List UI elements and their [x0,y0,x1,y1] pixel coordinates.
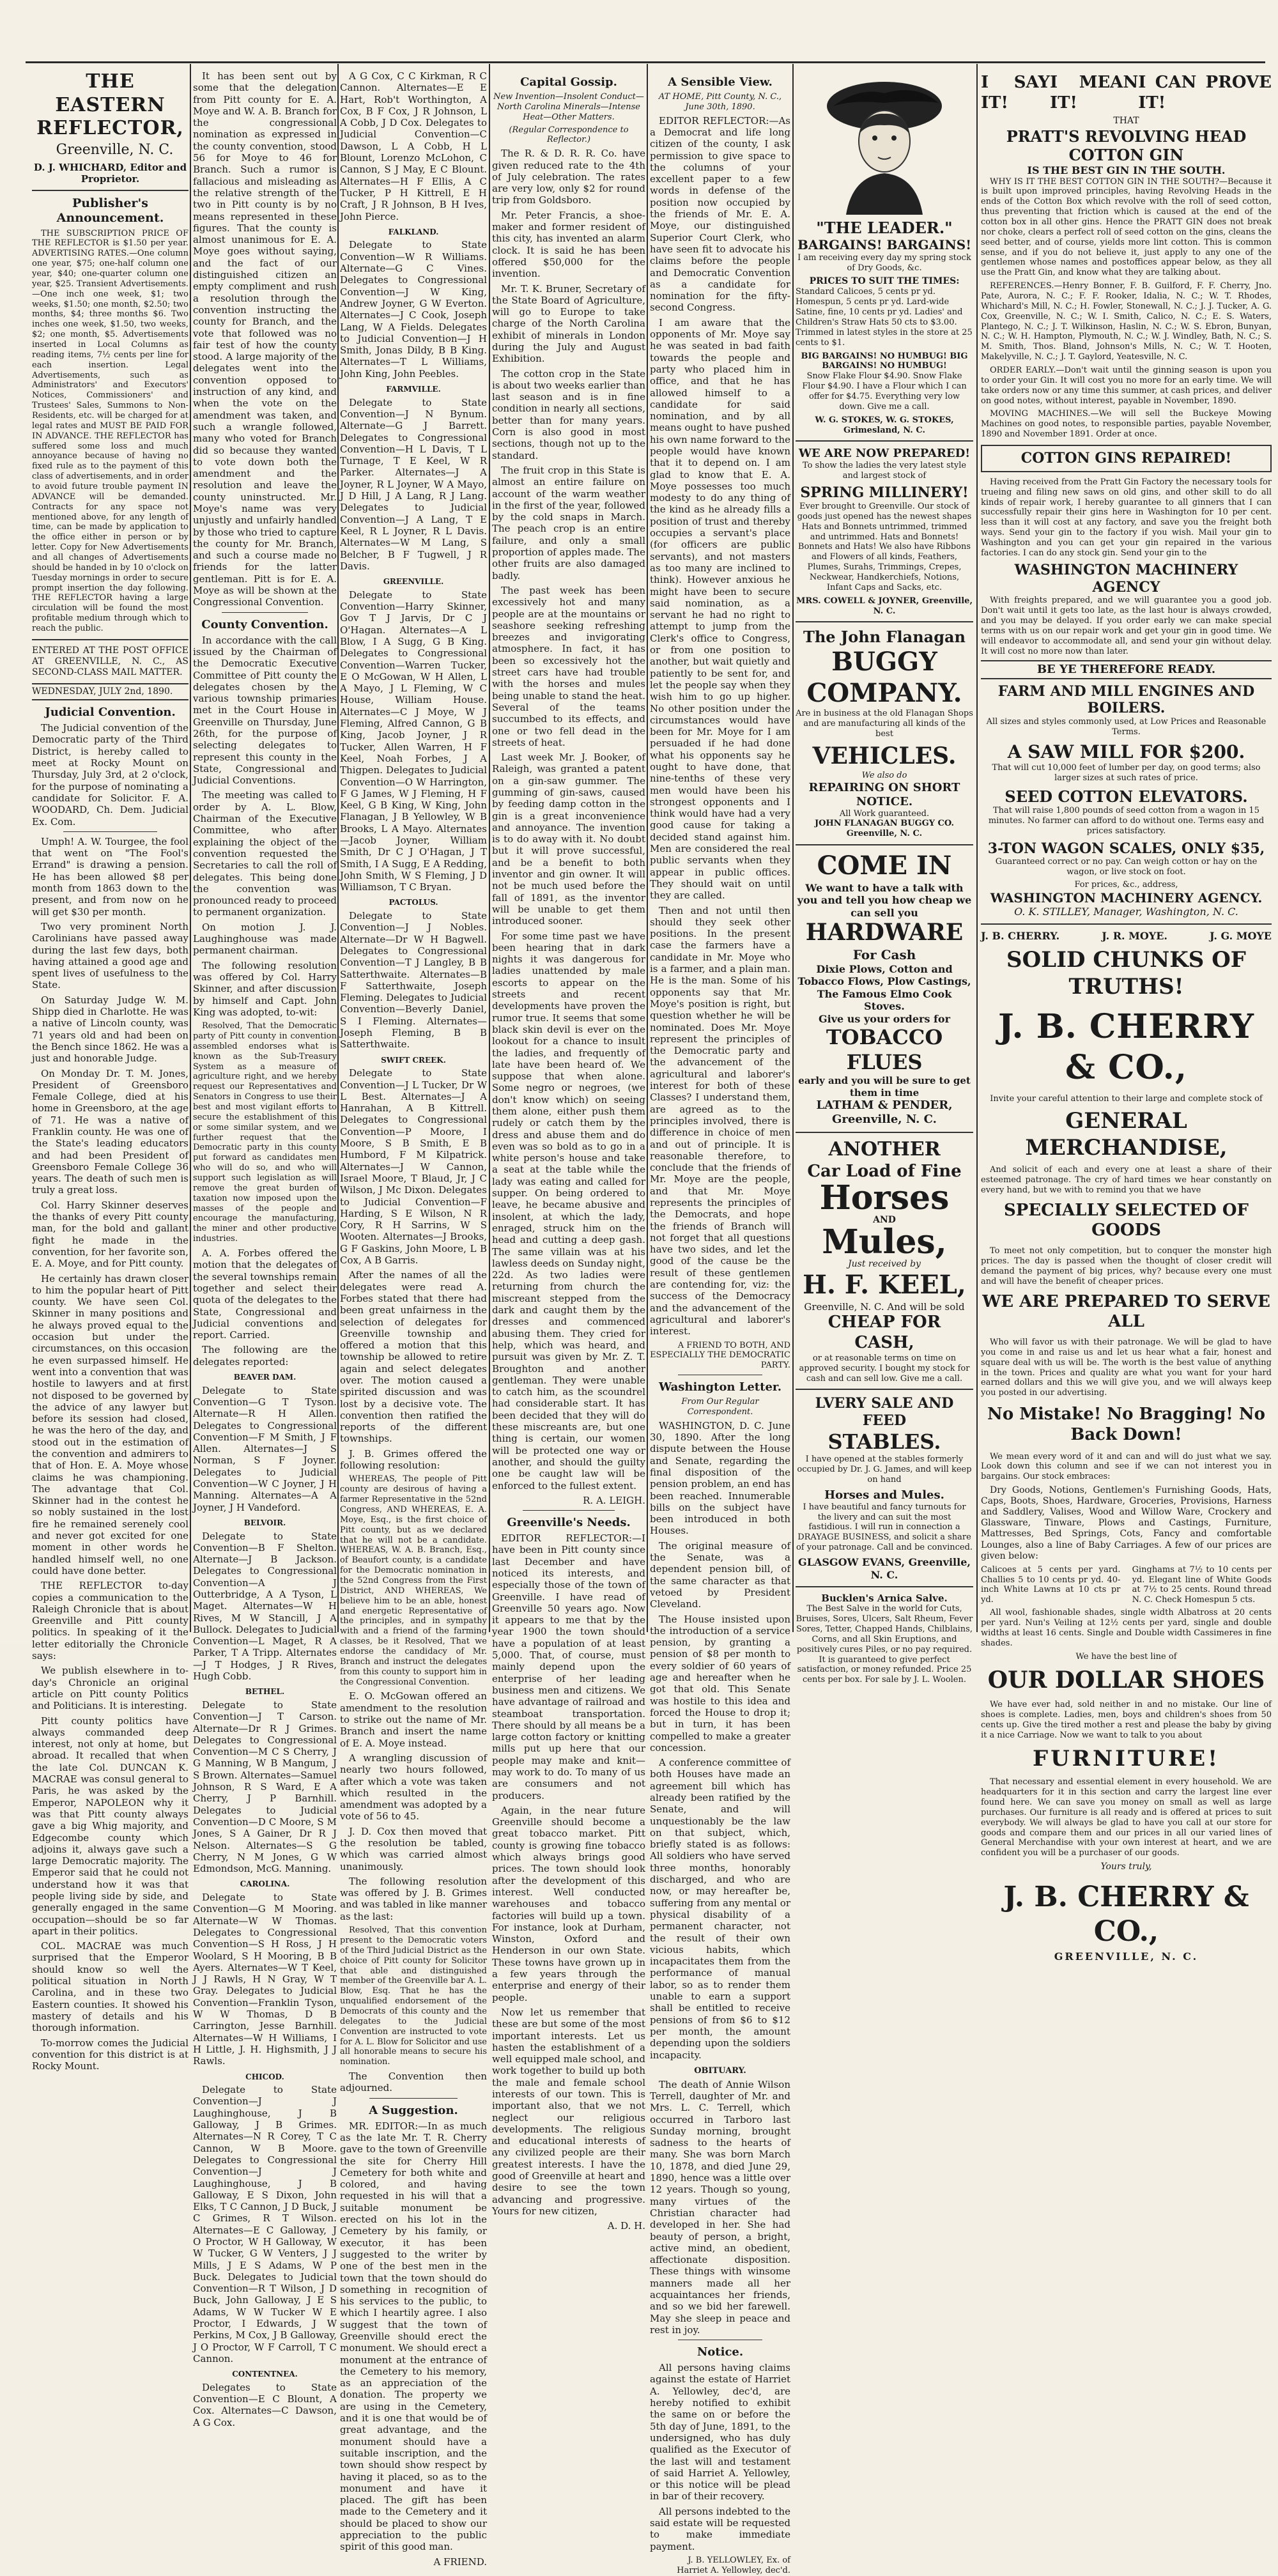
ad-text: Standard Calicoes, 5 cents pr yd. Homespun, 5 cents pr yd. Lard-wide Satine, fine, 10 cents pr yd. Ladies' and Children's Straw Hats 50 cts to $3.00. Trimmed in latest styles in the store at 25 cents to $1. [796,287,973,348]
ad-text: Are in business at the old Flanagan Shops and are manufacturing all kinds of the best [796,709,973,739]
ad-heading: STABLES. [828,1430,941,1454]
ad-text: To meet not only competition, but to conquer the monster high prices. The day is passed when the thought of closer credit will demand the payment of big prices, why? because every one must and will have the benefit of cheaper prices. [981,1246,1272,1286]
ad-heading: WE ARE NOW PREPARED! [798,447,971,461]
article-paragraph: The following resolution was offered by Col. Harry Skinner, and after discussion by himself and Capt. John King was adopted, to-wit: [193,959,337,1018]
obituary-heading: OBITUARY. [694,2065,746,2076]
partner-names [981,930,1272,943]
article-paragraph: The original measure of the Senate, was a dependent pension bill, of the same character as that vetoed by President Cleveland. [650,1539,790,1610]
elevators-heading: SEED COTTON ELEVATORS. [1005,787,1248,806]
partner-name: J. G. MOYE [1210,929,1272,942]
article-paragraph: The fruit crop in this State is almost an entire failure on account of the warm weather in the first of the year, followed by the cold snaps in March. The peach crop is an entire failure, and only a small proportion of apples made. The other fruits are also damaged badly. [492,464,645,582]
ad-text: To show the ladies the very latest style and largest stock of [802,461,967,481]
ad-text: Yours truly, [1100,1862,1152,1872]
ad-heading: ANOTHER [828,1138,941,1161]
signature: A. D. H. [607,2220,645,2232]
township-heading: CAROLINA. [240,1879,290,1889]
township-heading: GREENVILLE. [383,577,444,587]
capital-gossip-heading: Capital Gossip. [520,75,617,89]
ad-text: Having received from the Pratt Gin Factory the necessary tools for trueing and filing new saws on old gins, and other skill to do all kinds of repair work, I hereby guarantee to all ginners that I can successfully repair their gins here in Washington for 10 per cent. less than it will cost at any factory, and save you the freight both ways. Send your gin to the factory if you wish. Mail your gin to Washington and you can get your gin repaired in the various factories. I can do any stock gin. Send your gin to the [981,477,1272,558]
township-list: Delegate to State Convention—W R Williams. Alternate—G C Vines. Delegates to Congressional Convention—J W King, Andrew Joyner, G W Everton. Alternates—J C Cook, Joseph Lang, W A Fields. Delegates to Judicial Convention—J H Smith, Jonas Dildy, B B King. Alternates—T L Williams, John King, John Peebles. [340,239,487,380]
publisher-body: THE SUBSCRIPTION PRICE OF THE REFLECTOR is $1.50 per year. ADVERTISING RATES.—One column one year, $75; one-half column one year, $40; one-quarter column one year, $25. Transient Advertisements.—One inch one week, $1; two weeks, $1.50; one month, $2.50; two months, $4; three months $6. Two inches one week, $1.50, two weeks, $2; one month, $5. Advertisements inserted in Local Columns as reading items, 7½ cents per line for each insertion. Legal Advertisements, such as Administrators' and Executors' Notices, Commissioners' and Trustees' Sales, Summons to Non-Residents, etc. will be charged for at legal rates and MUST BE PAID FOR IN ADVANCE. THE REFLECTOR has suffered some loss and much annoyance because of having no fixed rule as to the payment of this class of advertisements, and in order to avoid future trouble payment IN ADVANCE will be demanded. Contracts for any space not mentioned above, for any length of time, can be made by application to the office either in person or by letter. Copy for New Advertisements and all changes of Advertisements should be handed in by 10 o'clock on Tuesday mornings in order to secure prompt insertion the day following. THE REFLECTOR having a large circulation will be found the most profitable medium through which to reach the public. [32,228,189,634]
publisher-heading: Publisher's Announcement. [56,196,164,226]
article-paragraph: Umph! A. W. Tourgee, the fool that went on "The Fool's Errand" is drawing a pension. He has been allowed $8 per month from 1863 down to the present, and from now on he will get $30 per month. [32,835,189,918]
ad-heading: For Cash [852,947,916,963]
ad-text: REFERENCES.—Henry Bonner, F. B. Guilford, F. F. Cherry, Jno. Pate, Aurora, N. C.; F. F. Rooker, Idalia, N. C.; W. T. Rhodes, Whichard's Mill, N. C.; H. Fowler, Stonewall, N. C.; J. J. Tucker, A. G. Cox, Greenville, N. C.; W. I. Smith, Calico, N. C.; E. S. Waters, Plantego, N. C.; J. T. Wilkinson, Haslin, N. C.; W. S. Ebron, Bunyan, N. C.; W. H. Hampton, Plymouth, N. C.; W. J. Windley, Bath, N. C.; S. M. Smith, Thos. Bland, Johnson's Mills, N. C.; W. T. Hooten, Makelyville, N. C.; J. T. Gaylord, Yeatesville, N. C. [981,281,1272,362]
divider [63,831,157,832]
ad-text: I have beautiful and fancy turnouts for the livery and can suit the most fastidious. I will run in connection a DRAYAGE BUSINESS, and solicit a share of your patronage. Call and be convinced. [796,1502,973,1553]
column-6-ads [796,70,973,1685]
township-heading: SWIFT CREEK. [381,1055,446,1065]
masthead-place: Greenville, N. C. [56,141,174,158]
bargains-heading: BARGAINS! BARGAINS! [797,237,971,253]
chunks-heading: SOLID CHUNKS OF TRUTHS! [1006,947,1246,999]
ad-heading: Horses and Mules. [824,1488,944,1502]
article-paragraph: On motion J. J. Laughinghouse was made permanent chairman. [193,921,337,957]
ad-heading: VEHICLES. [812,742,957,769]
ad-text: PRICES TO SUIT THE TIMES: [809,276,960,287]
ad-heading: The John Flanagan [803,628,966,647]
ad-text: I am receiving every day my spring stock of Dry Goods, &c. [797,252,971,273]
column-rule [489,64,490,1632]
engines-heading: FARM AND MILL ENGINES AND BOILERS. [997,683,1255,717]
suggestion-heading: A Suggestion. [369,2103,458,2117]
township-list: Delegate to State Convention—J L Tucker, Dr W L Best. Alternates—J A Hanrahan, A B Kittrell. Delegates to Congressional Convention—P Moore, I Moore, S B Smith, E B Humbord, F M Kilpatrick. Alternates—J W Cannon, Israel Moore, T Blaud, Jr, J C Wilson, J Mc Dixon. Delegates to Judicial Convention—F Harding, S E Wilson, N R Cory, R H Sarrins, W S Wooten. Alternates—J Brooks, G F Gaskins, John Moore, L B Cox, A B Garris. [340,1067,487,1267]
ready-banner: BE YE THEREFORE READY. [981,660,1272,679]
ad-text: The Best Salve in the world for Cuts, Bruises, Sores, Ulcers, Salt Rheum, Fever Sores, Tetter, Chapped Hands, Chilblains, Corns, and all Skin Eruptions, and positively cures Piles, or no pay required. It is guaranteed to give perfect satisfaction, or money refunded. Price 25 cents per box. For sale by J. L. Woolen. [796,1604,973,1685]
article-paragraph: Mr. T. K. Bruner, Secretary of the State Board of Agriculture, will go to Europe to take charge of the North Carolina exhibit of minerals in London during the July and August Exhibition. [492,282,645,365]
article-paragraph: Resolved, That this convention present to the Democratic voters of the Third Judicial District as the choice of Pitt county for Solicitor that able and distinguished member of the Greenville bar A. L. Blow, Esq. That he has the unqualified endorsement of the Democrats of this county and the delegates to the Judicial Convention are instructed to vote for A. L. Blow for Solicitor and use all honorable means to secure his nomination. [340,1925,487,2067]
ad-text: All Work guaranteed. [839,808,930,819]
subheading: From Our Regular Correspondent. [681,1397,759,1417]
ad-signature: W. G. STOKES, W. G. STOKES, Grimesland, N. C. [815,415,954,435]
banner-prove: I CAN PROVE IT! [1138,73,1272,112]
divider [222,612,308,613]
prepared-heading: WE ARE PREPARED TO SERVE ALL [982,1292,1270,1332]
article-paragraph: On Saturday Judge W. M. Shipp died in Charlotte. He was a native of Lincoln county, was 71 years old and had been on the Bench since 1862. He was a just and honorable Judge. [32,994,189,1065]
ad-heading: REPAIRING ON SHORT NOTICE. [808,780,960,808]
ad-text: Give us your orders for [818,1012,951,1025]
article-paragraph: The past week has been excessively hot and many people are at the mountains or seashore seeking refreshing breezes and invigorating atmosphere. In fact, it has been so excessively hot the street cars have had trouble with the horses and mules being unable to stand the heat. Several of the teams succumbed to its effects, and one or two fell dead in the streets of heat. [492,584,645,748]
masthead-editor: D. J. WHICHARD, Editor and Proprietor. [33,161,187,185]
article-paragraph: The Judicial convention of the Democratic party of the Third District, is hereby called to meet at Rocky Mount on Thursday, July 3rd, at 2 o'clock, for the purpose of nominating a candidate for Solicitor. F. A. WOODARD, Ch. Dem. Judicial Ex. Com. [32,722,189,828]
divider [32,639,189,640]
column-rule [792,64,794,1632]
washington-letter-heading: Washington Letter. [658,1380,781,1394]
ad-text: All wool, fashionable shades, single width Albatross at 20 cents per yard. Nun's Veiling at 12½ cents per yard, single and double widths at least 16 cents. Single and Double width Cassimeres in fine shades. [981,1608,1272,1648]
ad-text: AND [873,1215,896,1226]
sawmill-heading: A SAW MILL FOR $200. [1007,741,1245,762]
ad-text: With freights prepared, and we will guarantee you a good job. Don't wait until it gets too late, as the last hour is always crowded, and you may be delayed. If you order early we can make special terms with us on our repair work and get your gin in good time. We will endeavor to accommodate all, and send your gin without delay. It will cost no more now than later. [981,596,1272,656]
article-paragraph: J. B. Grimes offered the following resolution: [340,1447,487,1472]
divider [796,621,973,622]
masthead-title: THE EASTERN REFLECTOR, [36,70,184,140]
signature: A FRIEND TO BOTH, AND ESPECIALLY THE DEMOCRATIC PARTY. [650,1340,790,1371]
ad-heading: LVERY SALE AND FEED [815,1395,954,1430]
article-paragraph: Now let us remember that these are but some of the most important interests. Let us hasten the establishment of a well equipped male school, and work together to build up both the male and female school interests of our town. This is important also, that we not neglect our religious developments. The religious and educational interests of any civilized people are their greatest interests. I have the good of Greenville at heart and desire to see the town advancing and progressive. Yours for new citizen, [492,2006,645,2217]
ad-text: Invite your careful attention to their large and complete stock of [990,1094,1263,1104]
ad-text: I have opened at the stables formerly occupied by Dr. J. G. James, and will keep on hand [797,1454,972,1485]
no-mistake-heading: No Mistake! No Bragging! No Back Down! [987,1405,1265,1444]
price-list-left: Calicoes at 5 cents per yard. Challies 5 to 10 cents pr yd. 40-inch White Lawns at 10 cts pr yd. [981,1564,1121,1605]
article-paragraph: The death of Annie Wilson Terrell, daughter of Mr. and Mrs. L. C. Terrell, which occurred in Tarboro last Sunday morning, brought sadness to the hearts of many. She was born March 10, 1878, and died June 29, 1890, hence was a little over 12 years. Though so young, many virtues of the Christian character had developed in her. She had beauty of person, a bright, active mind, an obedient, affectionate disposition. These things with winsome manners made all her acquaintances her friends, and so we bid her farewell. May she sleep in peace and rest in joy. [650,2078,790,2336]
ad-text: IS THE BEST GIN IN THE SOUTH. [1027,164,1226,177]
column-rule [337,64,339,1632]
ad-text: And solicit of each and every one at least a share of their esteemed patronage. The cry of hard times we hear constantly on every hand, but we with to remind you that we have [981,1165,1272,1195]
divider [523,1510,615,1511]
ad-signature: JOHN FLANAGAN BUGGY CO. Greenville, N. C. [815,819,954,839]
article-paragraph: He certainly has drawn closer to him the popular heart of Pitt county. We have seen Col. Skinner in many positions and he always proved equal to the occasion but under the circumstances, on this occasion he even surpassed himself. He went into a convention that was hostile to lawyers and at first not disposed to be governed by the advice of any lawyer but before its session had closed, he was the hero of the day, and stood out in the estimation of the convention and admirers to that of Hon. E. A. Moye whose claims he was championing. The advantage that Col. Skinner had in the contest he so nobly sustained in the lost fire he remained serenely cool and never got excited for one moment in other words he handled himself well, no one could have done better. [32,1272,189,1577]
ad-text: BIG BARGAINS! NO HUMBUG! BIG BARGAINS! NO HUMBUG! [801,351,968,371]
cherry-heading: J. B. CHERRY & CO., [997,1007,1255,1087]
specially-heading: SPECIALLY SELECTED OF GOODS [1004,1200,1249,1240]
ad-text: That will raise 1,800 pounds of seed cotton from a wagon in 15 minutes. No farmer can afford to do without one. Terms easy and prices satisfactory. [988,806,1265,836]
article-paragraph: J. D. Cox then moved that the resolution be tabled, which was carried almost unanimously. [340,1825,487,1872]
ad-heading: Horses [819,1178,950,1218]
article-paragraph: MR. EDITOR:—In as much as the late Mr. T. R. Cherry gave to the town of Greenville the site for Cherry Hill Cemetery for both white and colored, and having requested in his will that a suitable monument be erected on his lot in the Cemetery by his family, or executor, it has been suggested to the writer by one of the best men in the town that the town should do something in recognition of his services to the public, to which I heartily agree. I also suggest that the town of Greenville should erect the monument. We should erect a monument at the entrance of the Cemetery to his memory, as an appreciation of the donation. The property we are using in the Cemetery, and it is one that would be of great advantage, and the monument should have a suitable inscription, and the town should show respect by having it placed, so as to the monument and have it placed. The gift has been made to the Cemetery and it should be placed to show our appreciation to the public spirit of this good man. [340,2120,487,2553]
ad-text: Dry Goods, Notions, Gentlemen's Furnishing Goods, Hats, Caps, Boots, Shoes, Hardware, Groceries, Provisions, Harness and Saddlery, Valises, Wood and Willow Ware, Crockery and Glassware, Tinware, Plows and Castings, Furniture, Mattresses, Bed Springs, Cots, Fancy and comfortable Lounges, also a line of Baby Carriages. A few of our prices are given below: [981,1485,1272,1561]
subheading: AT HOME, Pitt County, N. C., June 30th, 1890. [658,91,782,112]
merchandise-heading: GENERAL MERCHANDISE, [1025,1108,1228,1161]
article-paragraph: A. A. Forbes offered the motion that the delegates of the several townships remain together and select their quota of the delegates to the State, Congressional and Judicial conventions and report. Carried. [193,1247,337,1341]
article-paragraph: In accordance with the call issued by the Chairman of the Democratic Executive Committee of Pitt county the delegates chosen by the various township primaries met in the Court House in Greenville on Thursday, June 26th, for the purpose of selecting delegates to represent this county in the State, Congressional and Judicial Conventions. [193,634,337,787]
article-paragraph: Pitt county politics have always commanded deep interest, not only at home, but abroad. It recalled that when the late Col. DUNCAN K. MACRAE was consul general to Paris, he was asked by the Emperor, NAPOLEON why it was that Pitt county always gave a big Whig majority, and Edgecombe county which adjoins it, always gave such a large Democratic majority. The Emperor said that he could not understand how it was that people living side by side, and generally engaged in the same occupation—should be so far apart in their politics. [32,1715,189,1937]
divider [796,440,973,442]
partner-name: J. R. MOYE. [1102,929,1167,942]
article-paragraph: The meeting was called to order by A. L. Blow, Chairman of the Executive Committee, who after explaining the object of the convention requested the Secretaries to call the roll of delegates. This being done the convention was pronounced ready to proceed to permanent organization. [193,789,337,918]
signature: A FRIEND. [433,2556,487,2568]
ad-text: Just received by [848,1259,921,1270]
column-rule [647,64,648,1632]
ad-heading: SPRING MILLINERY! [800,484,969,502]
township-heading: BEAVER DAM. [233,1372,296,1382]
column-3 [340,70,487,2568]
dollar-shoes-heading: OUR DOLLAR SHOES [987,1667,1265,1694]
ad-heading: H. F. KEEL, [803,1270,966,1300]
banner-say: I SAY IT! [981,73,1050,112]
article-paragraph: A wrangling discussion of nearly two hours followed, after which a vote was taken which resulted in the amendment was adopted by a vote of 56 to 45. [340,1752,487,1823]
article-paragraph: EDITOR REFLECTOR:—I have been in Pitt county since last December and have noticed its interests, and especially those of the town of Greenville. I have read of Greenville 50 years ago. Now it appears to me that by the year 1900 the town should have a population of at least 5,000. That, of course, must mainly depend upon the enterprise of her leading business men and citizens. We have advantage of railroad and steamboat transportation. There should by all means be a large cotton factory or knitting mills put up here that our people may make and knit—may work to do. To many of us are consumers and not producers. [492,1532,645,1801]
ad-heading: CHEAP FOR CASH, [828,1313,941,1353]
ad-text: Dixie Plows, Cotton and Tobacco Flows, Plow Castings, The Famous Elmo Cook Stoves. [797,962,971,1013]
ad-heading: BUGGY COMPANY. [806,646,962,708]
judicial-heading: Judicial Convention. [45,706,176,720]
sensible-view-heading: A Sensible View. [668,75,773,89]
ad-text: MOVING MACHINES.—We will sell the Buckeye Mowing Machines on good notes, to responsible parties, payable November, 1890 and November 1891. Order at once. [981,409,1272,440]
article-paragraph: The House insisted upon the introduction of a service pension, by granting a pension of $8 per month to every soldier of 60 years of age and hereafter when he got that old. This Senate was hostile to this idea and forced the House to drop it; but in turn, it has been compelled to make a greater concession. [650,1613,790,1754]
divider [796,1132,973,1133]
township-list: Delegates to State Convention—E C Blount, A Cox. Alternates—C Dawson, A G Cox. [193,2381,337,2428]
township-heading: PACTOLUS. [389,898,438,907]
ad-text: Ever brought to Greenville. Our stock of goods just opened has the newest shapes Hats and Bonnets untrimmed, trimmed and untrimmed. Hats and Bonnets! Bonnets and Hats! We also have Ribbons and Flowers of all kinds, Feathers, Plumes, Surahs, Trimmings, Crepes, Neckwear, Handkerchiefs, Notions, Infant Caps and Sacks, etc. [797,501,972,592]
divider [369,2098,458,2099]
article-paragraph: Last week Mr. J. Booker, of Raleigh, was granted a patent on a gin-saw gummer. The gumming of gin-saws, caused by feeding damp cotton in the gin is a great inconvenience and annoyance. The invention is to do away with it. No doubt but it will prove successful, and be a benefit to both inventor and gin owner. It will not be much used before the fall of 1891, as the inventor will be unable to get them introduced sooner. [492,752,645,927]
article-paragraph: Resolved, That the Democratic party of Pitt county in convention assembled endorses what is known as the Sub-Treasury System as a measure of agriculture right, and we hereby request our Representatives and Senators in Congress to use their best and most vigilant efforts to secure the establishment of this or some similar system, and we further request that the Democratic party in this county put forward as candidates men who will do so, and who will support such legislation as will remove the great burden of taxation now imposed upon the masses of the people and encourage the manufacturing, the miner and other productive industries. [193,1021,337,1244]
ad-heading: Mules, [822,1222,947,1262]
signature: R. A. LEIGH. [583,1494,645,1506]
ad-text: THAT [1113,116,1139,127]
article-paragraph: Mr. Peter Francis, a shoe-maker and former resident of this city, has invented an alarm clock. It is said he has been offered $50,000 for the invention. [492,209,645,280]
signature: J. B. YELLOWLEY, Ex. of Harriet A. Yellowley, dec'd. [677,2555,790,2575]
woman-portrait-illustration [820,74,948,215]
agency-heading: WASHINGTON MACHINERY AGENCY. [990,890,1263,906]
ad-text: That will cut 10,000 feet of lumber per day, on good terms; also larger sizes at such rates of price. [992,763,1261,783]
township-heading: CONTENTNEA. [232,2370,298,2379]
ad-heading: COME IN [817,851,952,881]
township-list: Delegate to State Convention—G M Mooring. Alternate—W W Thomas. Delegates to Congressional Convention—S H Ross, J H Woolard, S H Mooring, B B Ayers. Alternates—W T Keel, J J Rawls, H N Gray, W T Gray. Delegates to Judicial Convention—Franklin Tyson, W W Thomas, D B Carrington, Jesse Barnhill. Alternates—W H Williams, I H Little, J. H. Highsmith, J J Rawls. [193,1892,337,2067]
ad-text: We have the best line of [1075,1651,1177,1662]
ad-text: WHY IS IT THE BEST COTTON GIN IN THE SOUTH?—Because it is built upon improved principles, having Revolving Heads in the ends of the Cotton Box which revolve with the roll of seed cotton, thus preventing that friction which is caused at the end of the cotton box in all other gins. Hence the PRATT GIN does not break nor choke, clears a perfect roll of seed cotton on the gins, cleans the seed better, and of course, yields more lint cotton. This is common sense, and if you do not believe it, just apply to any one of the gentlemen whose names and postoffices appear below, as they all use the Pratt Gin, and know what they are talking about. [981,176,1272,278]
gin-banner [981,73,1272,113]
township-list: Delegate to State Convention—B F Shelton. Alternate—J B Jackson. Delegates to Congressional Convention—A J Outterbridge, A A Tyson, L Maget. Alternates—W H Rives, M W Stancill, J A Bullock. Delegates to Judicial Convention—L Maget, R A Parker, T A Tripp. Alternates—J T Hodges, J R Rives, Hugh Cobb. [193,1530,337,1683]
article-paragraph: On Monday Dr. T. M. Jones, President of Greensboro Female College, died at his home in Greensboro, at the age of 71. He was a native of Franklin county. He was one of the State's leading educators and had been President of Greensboro Female College 36 years. The death of such men is truly a great loss. [32,1067,189,1196]
ad-signature: GLASGOW EVANS, Greenville, N. C. [798,1556,971,1581]
township-heading: CHICOD. [245,2072,284,2081]
price-list [981,1565,1272,1605]
ad-text: For prices, &c., address, [1074,880,1178,890]
divider [32,190,189,191]
article-paragraph: The cotton crop in the State is about two weeks earlier than last season and is in fine condition in nearly all sections, better than for many years. Corn is also good in most sections, though not up to the standard. [492,367,645,461]
greenville-needs-heading: Greenville's Needs. [507,1516,631,1530]
article-paragraph: After the names of all the delegates were read A. Forbes stated that there had been great unfairness in the selection of delegates for Greenville township and offered a motion that this township be allowed to retire again and select delegates over. The motion caused a spirited discussion and was lost by a decisive vote. The convention then ratified the reports of the different townships. [340,1269,487,1445]
divider [796,1389,973,1390]
article-paragraph: For some time past we have been hearing that in dark nights it was dangerous for ladies unattended by male escorts to appear on the streets and recent developments have proven the rumor true. It seems that some black skin devil is ever on the lookout for a chance to insult the ladies, and frequently of late have been heard of. We suppose that when alone. Some negro or negroes, (we don't know which) on seeing them alone, either push them rudely or catch them by the dress and abuse them and do even was so bold as to go in a white person's house and take a seat at the table while the lady was eating and called for supper. On being ordered to leave, he became abusive and insolent, at which the lady, enraged, struck him on the head and cutting a deep gash. The same villain was at his lawless deeds on Sunday night, 22d. As two ladies were returning from church the miscreant stepped from the dark and caught them by the dresses and commenced abusing them. They cried for help, which was heard, and pursuit was given by Mr. Z. T. Broughton and another gentleman. They were unable to catch him, as the scoundrel had considerable start. It has been decided that they will do these miscreants are, but one thing is certain, our women will be protected one way or another, and should the guilty one be caught law will be enforced to the fullest extent. [492,930,645,1492]
ad-text: or at reasonable terms on time on approved security. I bought my stock for cash and can sell low. Give me a call. [799,1353,970,1384]
divider [796,844,973,845]
township-list: A G Cox, C C Kirkman, R C Cannon. Alternates—E E Hart, Rob't Worthington, A Cox, B F Cox, J R Johnson, L A Cobb, J D Cox. Delegates to Judicial Convention—C Dawson, L A Cobb, H L Blount, Lorenzo McLohon, C Cannon, S J May, E C Blount. Alternates—H F Ellis, A C Tucker, P H Kittrell, E H Craft, J R Johnson, B H Ives, John Pierce. [340,70,487,222]
column-5 [650,70,790,2575]
ad-text: We have ever had, sold neither in and no mistake. Our line of shoes is complete. Ladies, men, boys and children's shoes from 50 cents up. Give the tired mother a rest and please the baby by giving it a nice Carriage. Now we want to talk to you about [981,1700,1272,1740]
column-1 [32,70,189,2072]
article-paragraph: E. O. McGowan offered an amendment to the resolution to strike out the name of Mr. Branch and insert the name of E. A. Moye instead. [340,1690,487,1749]
township-heading: FALKLAND. [388,227,439,236]
article-paragraph: Col. Harry Skinner deserves the thanks of every Pitt county man, for the bold and gallant fight he made in the convention, for her favorite son, E. A. Moye, and for Pitt county. [32,1199,189,1270]
column-rule [976,64,978,1632]
township-list: Delegate to State Convention—J N Bynum. Alternate—G J Barrett. Delegates to Congressional Convention—H L Davis, T L Turnage, T E Keel, W R Parker. Alternates—J A Joyner, R L Joyner, W A Mayo, J D Hill, J A Lang, R J Lang. Delegates to Judicial Convention—J A Lang, T E Keel, R L Joyner, R L Davis. Alternates—W M Lang, S Belcher, B F Tugwell, J R Davis. [340,396,487,572]
article-paragraph: Then and not until then should they seek other positions. In the present case the farmers have a candidate in Mr. Moye who is a farmer, and a plain man. He is the man. Some of his opponents say that Mr. Moye's position is right, but question whether he will be nominated. Does Mr. Moye represent the principles of the Democratic party and the advancement of the agricultural and laborer's interest for both of these Classes? I understand them, are agreed as to the principles involved, there is difference in choice of men and out of principle. It is reasonable therefore, to conclude that the friends of Mr. Moye are the people, and that Mr. Moye represents the principles of the Democrats, and hope the friends of Branch will not forget that all questions have two sides, and let the good of the cause be the result of these gentlemen are contending for, viz: the success of the Democracy and the advancement of the agricultural and laborer's interest. [650,904,790,1338]
article-paragraph: All persons indebted to the said estate will be requested to make immediate payment. [650,2505,790,2552]
township-list: Delegate to State Convention—G T Tyson. Alternate—R H Allen. Delegates to Congressional Convention—F M Smith, J F Allen. Alternates—J S Norman, S F Joyner. Delegates to Judicial Convention—W C Joyner, J H Manning. Alternates—A A Joyner, J H Vandeford. [193,1384,337,1513]
ad-text: All sizes and styles commonly used, at Low Prices and Reasonable Terms. [986,717,1266,737]
ad-heading: TOBACCO FLUES [826,1025,943,1075]
ad-heading: Car Load of Fine [807,1161,962,1181]
ad-text: ORDER EARLY.—Don't wait until the ginning season is upon you to order your Gin. It will cost you no more for an early time. We will take orders now or any time this summer, at cash prices, and deliver on good notes, without interest, payable in November, 1890. [981,366,1272,406]
article-paragraph: To-morrow comes the Judicial convention for this district is at Rocky Mount. [32,2037,189,2072]
article-paragraph: EDITOR REFLECTOR:—As a Democrat and life long citizen of the county, I ask permission to give space to the columns of your excellent paper to a few words in defense of the position now occupied by the friends of Mr. E. A. Moye, our distinguished Superior Court Clerk, who have seen fit to advocate his claims before the people and Democratic Convention as a candidate for nomination for the fifty-second Congress. [650,114,790,314]
township-list: Delegate to State Convention—J J Nobles. Alternate—Dr W H Bagwell. Delegates to Congressional Convention—T J Langley, B B Satterthwaite. Alternates—B F Satterthwaite, Joseph Fleming. Delegates to Judicial Convention—Beverly Daniel, S I Fleming. Alternates—Joseph Fleming, B B Satterthwaite. [340,910,487,1051]
ad-text: Greenville, N. C. And will be sold [804,1301,965,1313]
ad-text: Guaranteed correct or no pay. Can weigh cotton or hay on the wagon, or live stock on foot. [995,857,1258,877]
cherry-signature: J. B. CHERRY & CO., [1003,1881,1249,1948]
article-paragraph: COL. MACRAE was much surprised that the Emperor should know so well the political situation in North Carolina, and in these two Eastern counties. It showed his mastery of details and his thorough information. [32,1940,189,2034]
article-paragraph: Again, in the near future Greenville should become a great tobacco market. Pitt county is growing fine tobacco which always brings good prices. The town should look after the development of this interest. Well conducted warehouses and tobacco factories will build up a town. For instance, look at Durham, Winston, Oxford and Henderson in our own State. These towns have grown up in a few years through the enterprise and energy of their people. [492,1804,645,2003]
township-list: Delegate to State Convention—J J Laughinghouse, J B Galloway, J B Grimes. Alternates—N R Corey, T C Cannon, W B Moore. Delegates to Congressional Convention—J J Laughinghouse, J B Galloway, E S Dixon, John Elks, T C Cannon, J D Buck, J C Grimes, R T Wilson. Alternates—E C Galloway, J O Proctor, W H Galloway, W W Tucker, G W Venters, J J Mills, J E S Adams, W P Buck. Delegates to Judicial Convention—R T Wilson, J D Buck, John Galloway, J E S Adams, W W Tucker W E Proctor, I Edwards, J W Perkins, M Cox, J B Galloway, J O Proctor, W F Carroll, T C Cannon. [193,2084,337,2364]
article-paragraph: The following are the delegates reported: [193,1344,337,1368]
article-paragraph: I am aware that the opponents of Mr. Moye say he was seated in bad faith towards the people and party who placed him in office, and that he has allowed himself to a candidate for said nomination, and by all means ought to have pushed his own name forward to the people would have known that it to depend on. I am glad to know that E. A. Moye possesses too much modesty to do any thing of the kind as he already fills a position of trust and thereby occupies a servant's place (for officers are public servants), and not masters as too many are inclined to think). However anxious he might have been to secure said nomination, as a servant he had no right to attempt to jump from the Clerk's office to Congress, or from one position to another, but wait quietly and patiently to be sent for, and let the people say when they wish him to go up higher. No other position under the circumstances would have been for Mr. Moye for I am persuaded if he had done what his opponents say he ought to have done, that nine-tenths of these very men would have been his strongest opponents and I think would have had a very good cause for taking a decided stand against him. Men are considered the real public servants when they appear in public offices. They should wait on until they are called. [650,316,790,902]
article-paragraph: All persons having claims against the estate of Harriet A. Yellowley, dec'd, are hereby notified to exhibit the same on or before the 5th day of June, 1891, to the undersigned, who has duly qualified as the Executor of the last will and testament of said Harriet A. Yellowley, or this notice will be plead in bar of their recovery. [650,2362,790,2503]
township-list: Delegate to State Convention—Harry Skinner, Gov T J Jarvis, Dr C J O'Hagan. Alternates—A L Blow, I A Sugg, G B King. Delegates to Congressional Convention—Warren Tucker, E O McGowan, W H Allen, L A Mayo, J L Fleming, W C House, William House. Alternates—C J Moye, W J Fleming, Alfred Cannon, G B King, Jacob Joyner, J R Tucker, Allen Warren, H F Keel, Noah Forbes, J A Thigpen. Delegates to Judicial Convention—O W Harrington, F G James, W J Fleming, H F Keel, G B King, W King, John Flanagan, J B Yellowley, W B Brooks, L A Mayo. Alternates—Jacob Joyner, William Smith, Dr C J O'Hagan, J T Smith, I A Sugg, E A Redding, John Smith, W S Fleming, J D Williamson, T C Bryan. [340,589,487,893]
ad-signature: GREENVILLE, N. C. [1054,1950,1199,1963]
ad-text: We also do [861,770,907,780]
banner-mean: I MEAN IT! [1049,73,1139,112]
ad-signature: O. K. STILLEY, Manager, Washington, N. C. [1014,906,1238,918]
subheading: New Invention—Insolent Conduct—North Carolina Minerals—Intense Heat—Other Matters. [493,91,644,122]
subheading: (Regular Correspondence to Reflector.) [509,125,629,145]
column-2 [193,70,337,2428]
township-heading: FARMVILLE. [386,385,441,394]
notice-heading: Notice. [697,2345,744,2359]
ad-text: We mean every word of it and can and will do just what we say. Look down this column and see if we can not interest you in bargains. Our stock embraces: [981,1451,1272,1482]
divider [796,1586,973,1587]
agency-heading: WASHINGTON MACHINERY AGENCY [1014,561,1238,596]
ad-text: Who will favor us with their patronage. We will be glad to have you come in and raise us and let us hear what a fair, honest and square deal with us will be. The worth is the best value of anything in the town. Prices and quality are what you want for your hard earned dollars and this we will give you, and we will always keep you posted in our advertising. [981,1337,1272,1398]
column-4 [492,70,645,2232]
article-paragraph: The Convention then adjourned. [340,2071,487,2094]
township-heading: BETHEL. [245,1687,285,1697]
county-convention-heading: County Convention. [201,617,328,631]
ad-heading: HARDWARE [805,919,964,946]
ad-text: That necessary and essential element in every household. We are headquarters for it in this section and carry the largest line ever found here. We can save you money on small as well as large purchases. Our furniture is all ready and is offered at prices to suit everybody. We will always be glad to have you call at our store for goods and compare them and our prices in all our varied lines of General Merchandise with your own interest at heart, and we are confident you will be a purchaser of our goods. [981,1777,1272,1858]
partner-name: J. B. CHERRY. [981,929,1060,942]
ad-text: Snow Flake Flour $4.90. Snow Flake Flour $4.90. I have a Flour which I can offer for $4.75. Everything very low down. Give me a call. [802,371,967,412]
township-heading: BELVOIR. [243,1518,286,1527]
article-paragraph: A conference committee of both Houses have made an agreement bill which has already been ratified by the Senate, and will unquestionably be the law on that subject, which, briefly stated is as follows: All soldiers who have served three months, honorably discharged, and who are now, or may hereafter be, suffering from any mental or physical disability of a permanent character, not the result of their own vicious habits, which incapacitates them from the performance of manual labor, so as to render them unable to earn a support shall be entitled to receive pensions of from $6 to $12 per month, the amount depending upon the soldiers incapacity. [650,1757,790,2061]
scales-heading: 3-TON WAGON SCALES, ONLY $35, [987,840,1265,857]
article-paragraph: WASHINGTON, D. C. June 30, 1890. After the long dispute between the House and Senate, regarding the final disposition of the pension problem, an end has been reached. Innumerable bills on the subject have been introduced in both Houses. [650,1419,790,1537]
article-paragraph: Two very prominent North Carolinians have passed away during the last few days, both having attained a good age and spent lives of usefulness to the State. [32,920,189,991]
article-paragraph: WHEREAS, The people of Pitt county are desirous of having a farmer Representative in the 52nd Congress, AND WHEREAS, E. A. Moye, Esq., is the first choice of Pitt county, but as we declared that he will not be a candidate. WHEREAS, W. A. B. Branch, Esq., of Beaufort county, is a candidate for the Democratic nomination in the 52nd Congress from the First District, AND WHEREAS, We believe him to be an able, honest and energetic Representative of the principles, and in sympathy with and a friend of the farming classes, be it Resolved, That we endorse the candidacy of Mr. Branch and instruct the delegates from this county to support him in the Congressional Convention. [340,1474,487,1687]
gins-repaired-heading: COTTON GINS REPAIRED! [981,445,1272,472]
article-paragraph: The R. & D. R. R. Co. have given reduced rate to the 4th of July celebration. The rates are very low, only $2 for round trip from Goldsboro. [492,148,645,206]
article-paragraph: The following resolution was offered by J. B. Grimes and was tabled in like manner as the last: [340,1875,487,1922]
price-list-right: Ginghams at 7½ to 10 cents per yd. Elegant line of White Goods at 7½ to 25 cents. Round thread N. C. Check Homespun 5 cts. [1132,1564,1272,1605]
ad-text: We want to have a talk with you and tell you how cheap we can sell you [797,881,972,919]
divider [981,923,1272,925]
top-rule [26,61,1265,63]
article-paragraph: It has been sent out by some that the delegation from Pitt county for E. A. Moye and W. A. B. Branch for the congressional nomination as expressed in the county convention, stood 56 for Moye to 46 for Branch. Such a rumor is fallacious and misleading as the relative strength of the two in Pitt county is by no means represented in these figures. That the county is almost unanimous for E. A. Moye goes without saying, and the fact of our distinguished citizen an empty compliment and rush a resolution through the convention instructing the county for Branch, and the vote that followed was no fair test of how the county stood. A large majority of the delegates went into the convention opposed to instruction of any kind, and when the vote on the amendment was taken, and such a wrangle followed, many who voted for Branch did so because they wanted to vote down both the amendment and the resolution and leave the county uninstructed. Mr. Moye's name was very unjustly and unfairly handled by those who tried to capture the county for Mr. Branch, and such a course made no friends for the latter gentleman. Pitt is for E. A. Moye as will be shown at the Congressional Convention. [193,70,337,608]
article-paragraph: We publish elsewhere in to-day's Chronicle an original article on Pitt county Politics and Politicians. It is interesting. [32,1665,189,1712]
ad-signature: LATHAM & PENDER, Greenville, N. C. [816,1099,953,1126]
ad-heading: Bucklen's Arnica Salve. [821,1593,948,1605]
column-7-ads [981,70,1272,1963]
article-paragraph: THE REFLECTOR to-day copies a communication to the Raleigh Chronicle that is about Greenville and Pitt county politics. In speaking of it the letter editorially the Chronicle says: [32,1580,189,1662]
dateline: WEDNESDAY, JULY 2nd, 1890. [32,683,189,700]
column-rule [190,64,191,1632]
furniture-heading: FURNITURE! [1032,1745,1220,1771]
leader-title: "THE LEADER." [816,219,953,237]
township-list: Delegate to State Convention—J T Carson. Alternate—Dr R J Grimes. Delegates to Congressional Convention—M C S Cherry, J G Manning, W B Mangum, J S Brown. Alternates—Samuel Johnson, R S Ward, E A Cherry, J P Barnhill. Delegates to Judicial Convention—D C Moore, S M Jones, S A Gainer, Dr R J Nelson. Alternates—S G Cherry, N M Jones, G W Edmondson, McG. Manning. [193,1699,337,1875]
entered-notice: ENTERED AT THE POST OFFICE AT GREENVILLE, N. C., AS SECOND-CLASS MAIL MATTER. [32,645,189,678]
ad-signature: MRS. COWELL & JOYNER, Greenville, N. C. [796,596,973,616]
ad-text: early and you will be sure to get them in time [798,1075,971,1099]
pratt-gin-heading: PRATT'S REVOLVING HEAD COTTON GIN [1006,127,1247,164]
